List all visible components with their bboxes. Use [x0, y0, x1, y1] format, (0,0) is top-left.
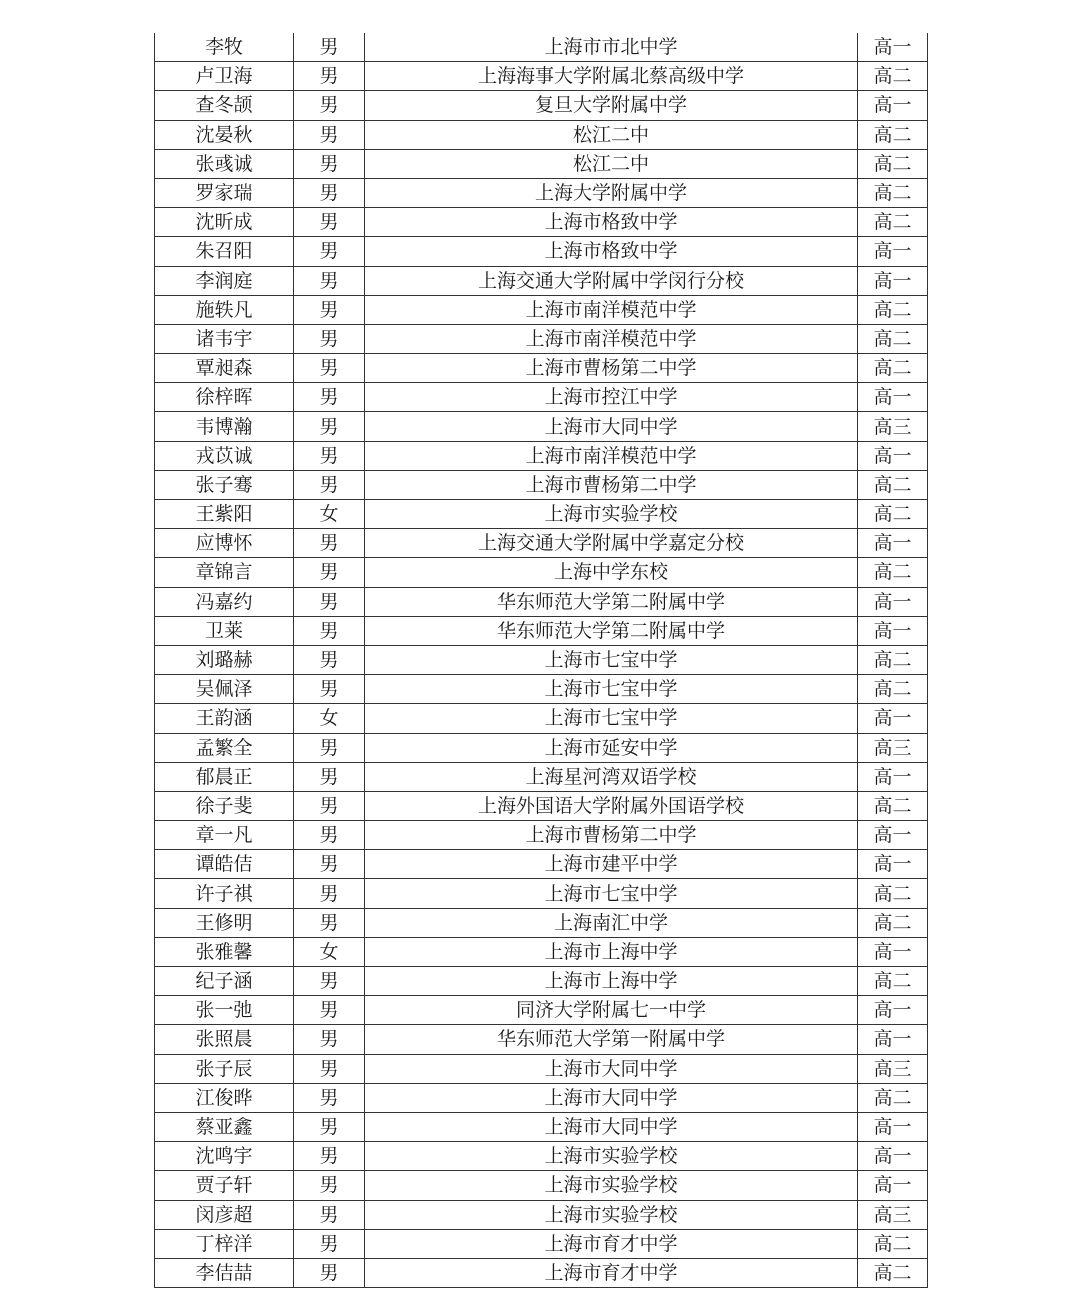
- gender-cell: 男: [294, 441, 365, 470]
- school-cell: 上海市七宝中学: [365, 704, 858, 733]
- school-cell: 上海市育才中学: [365, 1229, 858, 1258]
- grade-cell: 高二: [858, 470, 928, 499]
- gender-cell: 男: [294, 266, 365, 295]
- gender-cell: 男: [294, 1083, 365, 1112]
- grade-cell: 高一: [858, 1142, 928, 1171]
- name-cell: 丁梓洋: [155, 1229, 294, 1258]
- school-cell: 上海市七宝中学: [365, 879, 858, 908]
- table-row: [155, 791, 928, 820]
- school-cell: 上海市曹杨第二中学: [365, 821, 858, 850]
- grade-cell: 高二: [858, 120, 928, 149]
- table-row: [155, 1083, 928, 1112]
- gender-cell: 男: [294, 616, 365, 645]
- grade-cell: 高一: [858, 996, 928, 1025]
- name-cell: 闵彦超: [155, 1200, 294, 1229]
- grade-cell: 高二: [858, 500, 928, 529]
- grade-cell: 高一: [858, 762, 928, 791]
- grade-cell: 高一: [858, 1025, 928, 1054]
- table-row: [155, 266, 928, 295]
- grade-cell: 高二: [858, 178, 928, 207]
- gender-cell: 男: [294, 91, 365, 120]
- table-row: [155, 237, 928, 266]
- table-row: [155, 616, 928, 645]
- gender-cell: 男: [294, 762, 365, 791]
- name-cell: 蔡亚鑫: [155, 1112, 294, 1141]
- table-row: [155, 1142, 928, 1171]
- school-cell: 华东师范大学第二附属中学: [365, 616, 858, 645]
- gender-cell: 男: [294, 1171, 365, 1200]
- table-row: [155, 91, 928, 120]
- name-cell: 王修明: [155, 908, 294, 937]
- grade-cell: 高二: [858, 295, 928, 324]
- table-row: [155, 879, 928, 908]
- school-cell: 上海市延安中学: [365, 733, 858, 762]
- gender-cell: 男: [294, 1258, 365, 1287]
- school-cell: 上海市南洋模范中学: [365, 441, 858, 470]
- name-cell: 章锦言: [155, 558, 294, 587]
- table-row: [155, 704, 928, 733]
- gender-cell: 女: [294, 937, 365, 966]
- table-row: [155, 500, 928, 529]
- table-row: [155, 850, 928, 879]
- table-row: [155, 383, 928, 412]
- school-cell: 上海中学东校: [365, 558, 858, 587]
- grade-cell: 高二: [858, 908, 928, 937]
- grade-cell: 高一: [858, 529, 928, 558]
- school-cell: 上海市七宝中学: [365, 675, 858, 704]
- name-cell: 卫莱: [155, 616, 294, 645]
- school-cell: 上海外国语大学附属外国语学校: [365, 791, 858, 820]
- name-cell: 诸韦宇: [155, 324, 294, 353]
- grade-cell: 高一: [858, 441, 928, 470]
- name-cell: 沈晏秋: [155, 120, 294, 149]
- gender-cell: 男: [294, 967, 365, 996]
- school-cell: 华东师范大学第一附属中学: [365, 1025, 858, 1054]
- table-row: [155, 33, 928, 62]
- school-cell: 上海市市北中学: [365, 33, 858, 62]
- gender-cell: 男: [294, 120, 365, 149]
- table-row: [155, 675, 928, 704]
- table-row: [155, 1054, 928, 1083]
- table-row: [155, 558, 928, 587]
- school-cell: 松江二中: [365, 120, 858, 149]
- gender-cell: 男: [294, 821, 365, 850]
- name-cell: 徐梓晖: [155, 383, 294, 412]
- name-cell: 罗家瑞: [155, 178, 294, 207]
- name-cell: 韦博瀚: [155, 412, 294, 441]
- grade-cell: 高二: [858, 324, 928, 353]
- table-row: [155, 821, 928, 850]
- grade-cell: 高一: [858, 587, 928, 616]
- gender-cell: 男: [294, 149, 365, 178]
- table-row: [155, 208, 928, 237]
- table-row: [155, 529, 928, 558]
- name-cell: 李牧: [155, 33, 294, 62]
- table-row: [155, 937, 928, 966]
- name-cell: 覃昶森: [155, 354, 294, 383]
- grade-cell: 高一: [858, 937, 928, 966]
- table-row: [155, 967, 928, 996]
- grade-cell: 高一: [858, 237, 928, 266]
- gender-cell: 男: [294, 558, 365, 587]
- school-cell: 上海市南洋模范中学: [365, 324, 858, 353]
- table-row: [155, 908, 928, 937]
- table-row: [155, 996, 928, 1025]
- grade-cell: 高二: [858, 354, 928, 383]
- grade-cell: 高三: [858, 1200, 928, 1229]
- gender-cell: 男: [294, 324, 365, 353]
- table-row: [155, 412, 928, 441]
- gender-cell: 男: [294, 529, 365, 558]
- name-cell: 应博怀: [155, 529, 294, 558]
- grade-cell: 高二: [858, 791, 928, 820]
- gender-cell: 男: [294, 383, 365, 412]
- name-cell: 李润庭: [155, 266, 294, 295]
- grade-cell: 高二: [858, 208, 928, 237]
- school-cell: 上海市上海中学: [365, 937, 858, 966]
- table-row: [155, 149, 928, 178]
- grade-cell: 高二: [858, 1229, 928, 1258]
- grade-cell: 高一: [858, 91, 928, 120]
- name-cell: 冯嘉约: [155, 587, 294, 616]
- gender-cell: 男: [294, 62, 365, 91]
- school-cell: 上海市实验学校: [365, 1171, 858, 1200]
- table-row: [155, 354, 928, 383]
- name-cell: 沈昕成: [155, 208, 294, 237]
- gender-cell: 男: [294, 1054, 365, 1083]
- gender-cell: 男: [294, 645, 365, 674]
- grade-cell: 高二: [858, 558, 928, 587]
- gender-cell: 男: [294, 1112, 365, 1141]
- grade-cell: 高一: [858, 1112, 928, 1141]
- school-cell: 上海交通大学附属中学闵行分校: [365, 266, 858, 295]
- grade-cell: 高二: [858, 879, 928, 908]
- gender-cell: 男: [294, 33, 365, 62]
- school-cell: 上海市七宝中学: [365, 645, 858, 674]
- name-cell: 江俊晔: [155, 1083, 294, 1112]
- table-row: [155, 1112, 928, 1141]
- school-cell: 上海南汇中学: [365, 908, 858, 937]
- school-cell: 上海市南洋模范中学: [365, 295, 858, 324]
- grade-cell: 高一: [858, 1171, 928, 1200]
- gender-cell: 男: [294, 1025, 365, 1054]
- school-cell: 松江二中: [365, 149, 858, 178]
- school-cell: 上海市实验学校: [365, 500, 858, 529]
- gender-cell: 男: [294, 470, 365, 499]
- roster-sheet: [154, 33, 927, 1288]
- gender-cell: 男: [294, 1200, 365, 1229]
- table-row: [155, 324, 928, 353]
- grade-cell: 高一: [858, 704, 928, 733]
- gender-cell: 男: [294, 1142, 365, 1171]
- gender-cell: 男: [294, 354, 365, 383]
- grade-cell: 高一: [858, 266, 928, 295]
- name-cell: 徐子斐: [155, 791, 294, 820]
- table-row: [155, 120, 928, 149]
- school-cell: 上海市实验学校: [365, 1200, 858, 1229]
- gender-cell: 男: [294, 1229, 365, 1258]
- gender-cell: 男: [294, 412, 365, 441]
- school-cell: 上海市格致中学: [365, 237, 858, 266]
- gender-cell: 男: [294, 208, 365, 237]
- grade-cell: 高二: [858, 62, 928, 91]
- grade-cell: 高一: [858, 33, 928, 62]
- name-cell: 张彧诚: [155, 149, 294, 178]
- school-cell: 上海大学附属中学: [365, 178, 858, 207]
- school-cell: 上海市实验学校: [365, 1142, 858, 1171]
- gender-cell: 女: [294, 500, 365, 529]
- table-row: [155, 62, 928, 91]
- grade-cell: 高二: [858, 1083, 928, 1112]
- school-cell: 上海交通大学附属中学嘉定分校: [365, 529, 858, 558]
- table-row: [155, 1025, 928, 1054]
- grade-cell: 高二: [858, 675, 928, 704]
- name-cell: 吴佩泽: [155, 675, 294, 704]
- gender-cell: 男: [294, 996, 365, 1025]
- gender-cell: 男: [294, 850, 365, 879]
- name-cell: 张子辰: [155, 1054, 294, 1083]
- grade-cell: 高二: [858, 645, 928, 674]
- school-cell: 上海市上海中学: [365, 967, 858, 996]
- gender-cell: 男: [294, 675, 365, 704]
- school-cell: 上海星河湾双语学校: [365, 762, 858, 791]
- table-row: [155, 1258, 928, 1287]
- grade-cell: 高三: [858, 733, 928, 762]
- grade-cell: 高一: [858, 850, 928, 879]
- name-cell: 张照晨: [155, 1025, 294, 1054]
- name-cell: 戎苡诚: [155, 441, 294, 470]
- name-cell: 王韵涵: [155, 704, 294, 733]
- gender-cell: 男: [294, 791, 365, 820]
- roster-table-body: [155, 33, 928, 1288]
- roster-table: [154, 33, 928, 1288]
- name-cell: 李佶喆: [155, 1258, 294, 1287]
- table-row: [155, 295, 928, 324]
- name-cell: 查冬颉: [155, 91, 294, 120]
- gender-cell: 女: [294, 704, 365, 733]
- grade-cell: 高一: [858, 616, 928, 645]
- school-cell: 复旦大学附属中学: [365, 91, 858, 120]
- school-cell: 华东师范大学第二附属中学: [365, 587, 858, 616]
- gender-cell: 男: [294, 879, 365, 908]
- grade-cell: 高二: [858, 1258, 928, 1287]
- grade-cell: 高一: [858, 383, 928, 412]
- name-cell: 刘璐赫: [155, 645, 294, 674]
- gender-cell: 男: [294, 733, 365, 762]
- name-cell: 郁晨正: [155, 762, 294, 791]
- table-row: [155, 470, 928, 499]
- name-cell: 孟繁全: [155, 733, 294, 762]
- grade-cell: 高三: [858, 1054, 928, 1083]
- name-cell: 许子祺: [155, 879, 294, 908]
- table-row: [155, 645, 928, 674]
- school-cell: 上海市大同中学: [365, 1083, 858, 1112]
- gender-cell: 男: [294, 178, 365, 207]
- school-cell: 上海市大同中学: [365, 412, 858, 441]
- grade-cell: 高二: [858, 149, 928, 178]
- grade-cell: 高二: [858, 967, 928, 996]
- school-cell: 上海市格致中学: [365, 208, 858, 237]
- school-cell: 上海市控江中学: [365, 383, 858, 412]
- table-row: [155, 762, 928, 791]
- table-row: [155, 1200, 928, 1229]
- school-cell: 上海市曹杨第二中学: [365, 354, 858, 383]
- table-row: [155, 178, 928, 207]
- school-cell: 上海市育才中学: [365, 1258, 858, 1287]
- name-cell: 王紫阳: [155, 500, 294, 529]
- gender-cell: 男: [294, 295, 365, 324]
- school-cell: 上海市大同中学: [365, 1112, 858, 1141]
- grade-cell: 高三: [858, 412, 928, 441]
- school-cell: 同济大学附属七一中学: [365, 996, 858, 1025]
- name-cell: 贾子轩: [155, 1171, 294, 1200]
- name-cell: 章一凡: [155, 821, 294, 850]
- gender-cell: 男: [294, 908, 365, 937]
- name-cell: 沈鸣宇: [155, 1142, 294, 1171]
- school-cell: 上海市建平中学: [365, 850, 858, 879]
- name-cell: 张一弛: [155, 996, 294, 1025]
- name-cell: 施轶凡: [155, 295, 294, 324]
- table-row: [155, 733, 928, 762]
- gender-cell: 男: [294, 587, 365, 616]
- name-cell: 张雅馨: [155, 937, 294, 966]
- table-row: [155, 441, 928, 470]
- grade-cell: 高一: [858, 821, 928, 850]
- name-cell: 谭皓佶: [155, 850, 294, 879]
- school-cell: 上海市大同中学: [365, 1054, 858, 1083]
- table-row: [155, 1171, 928, 1200]
- gender-cell: 男: [294, 237, 365, 266]
- table-row: [155, 1229, 928, 1258]
- name-cell: 卢卫海: [155, 62, 294, 91]
- school-cell: 上海市曹杨第二中学: [365, 470, 858, 499]
- name-cell: 张子骞: [155, 470, 294, 499]
- table-row: [155, 587, 928, 616]
- name-cell: 纪子涵: [155, 967, 294, 996]
- name-cell: 朱召阳: [155, 237, 294, 266]
- school-cell: 上海海事大学附属北蔡高级中学: [365, 62, 858, 91]
